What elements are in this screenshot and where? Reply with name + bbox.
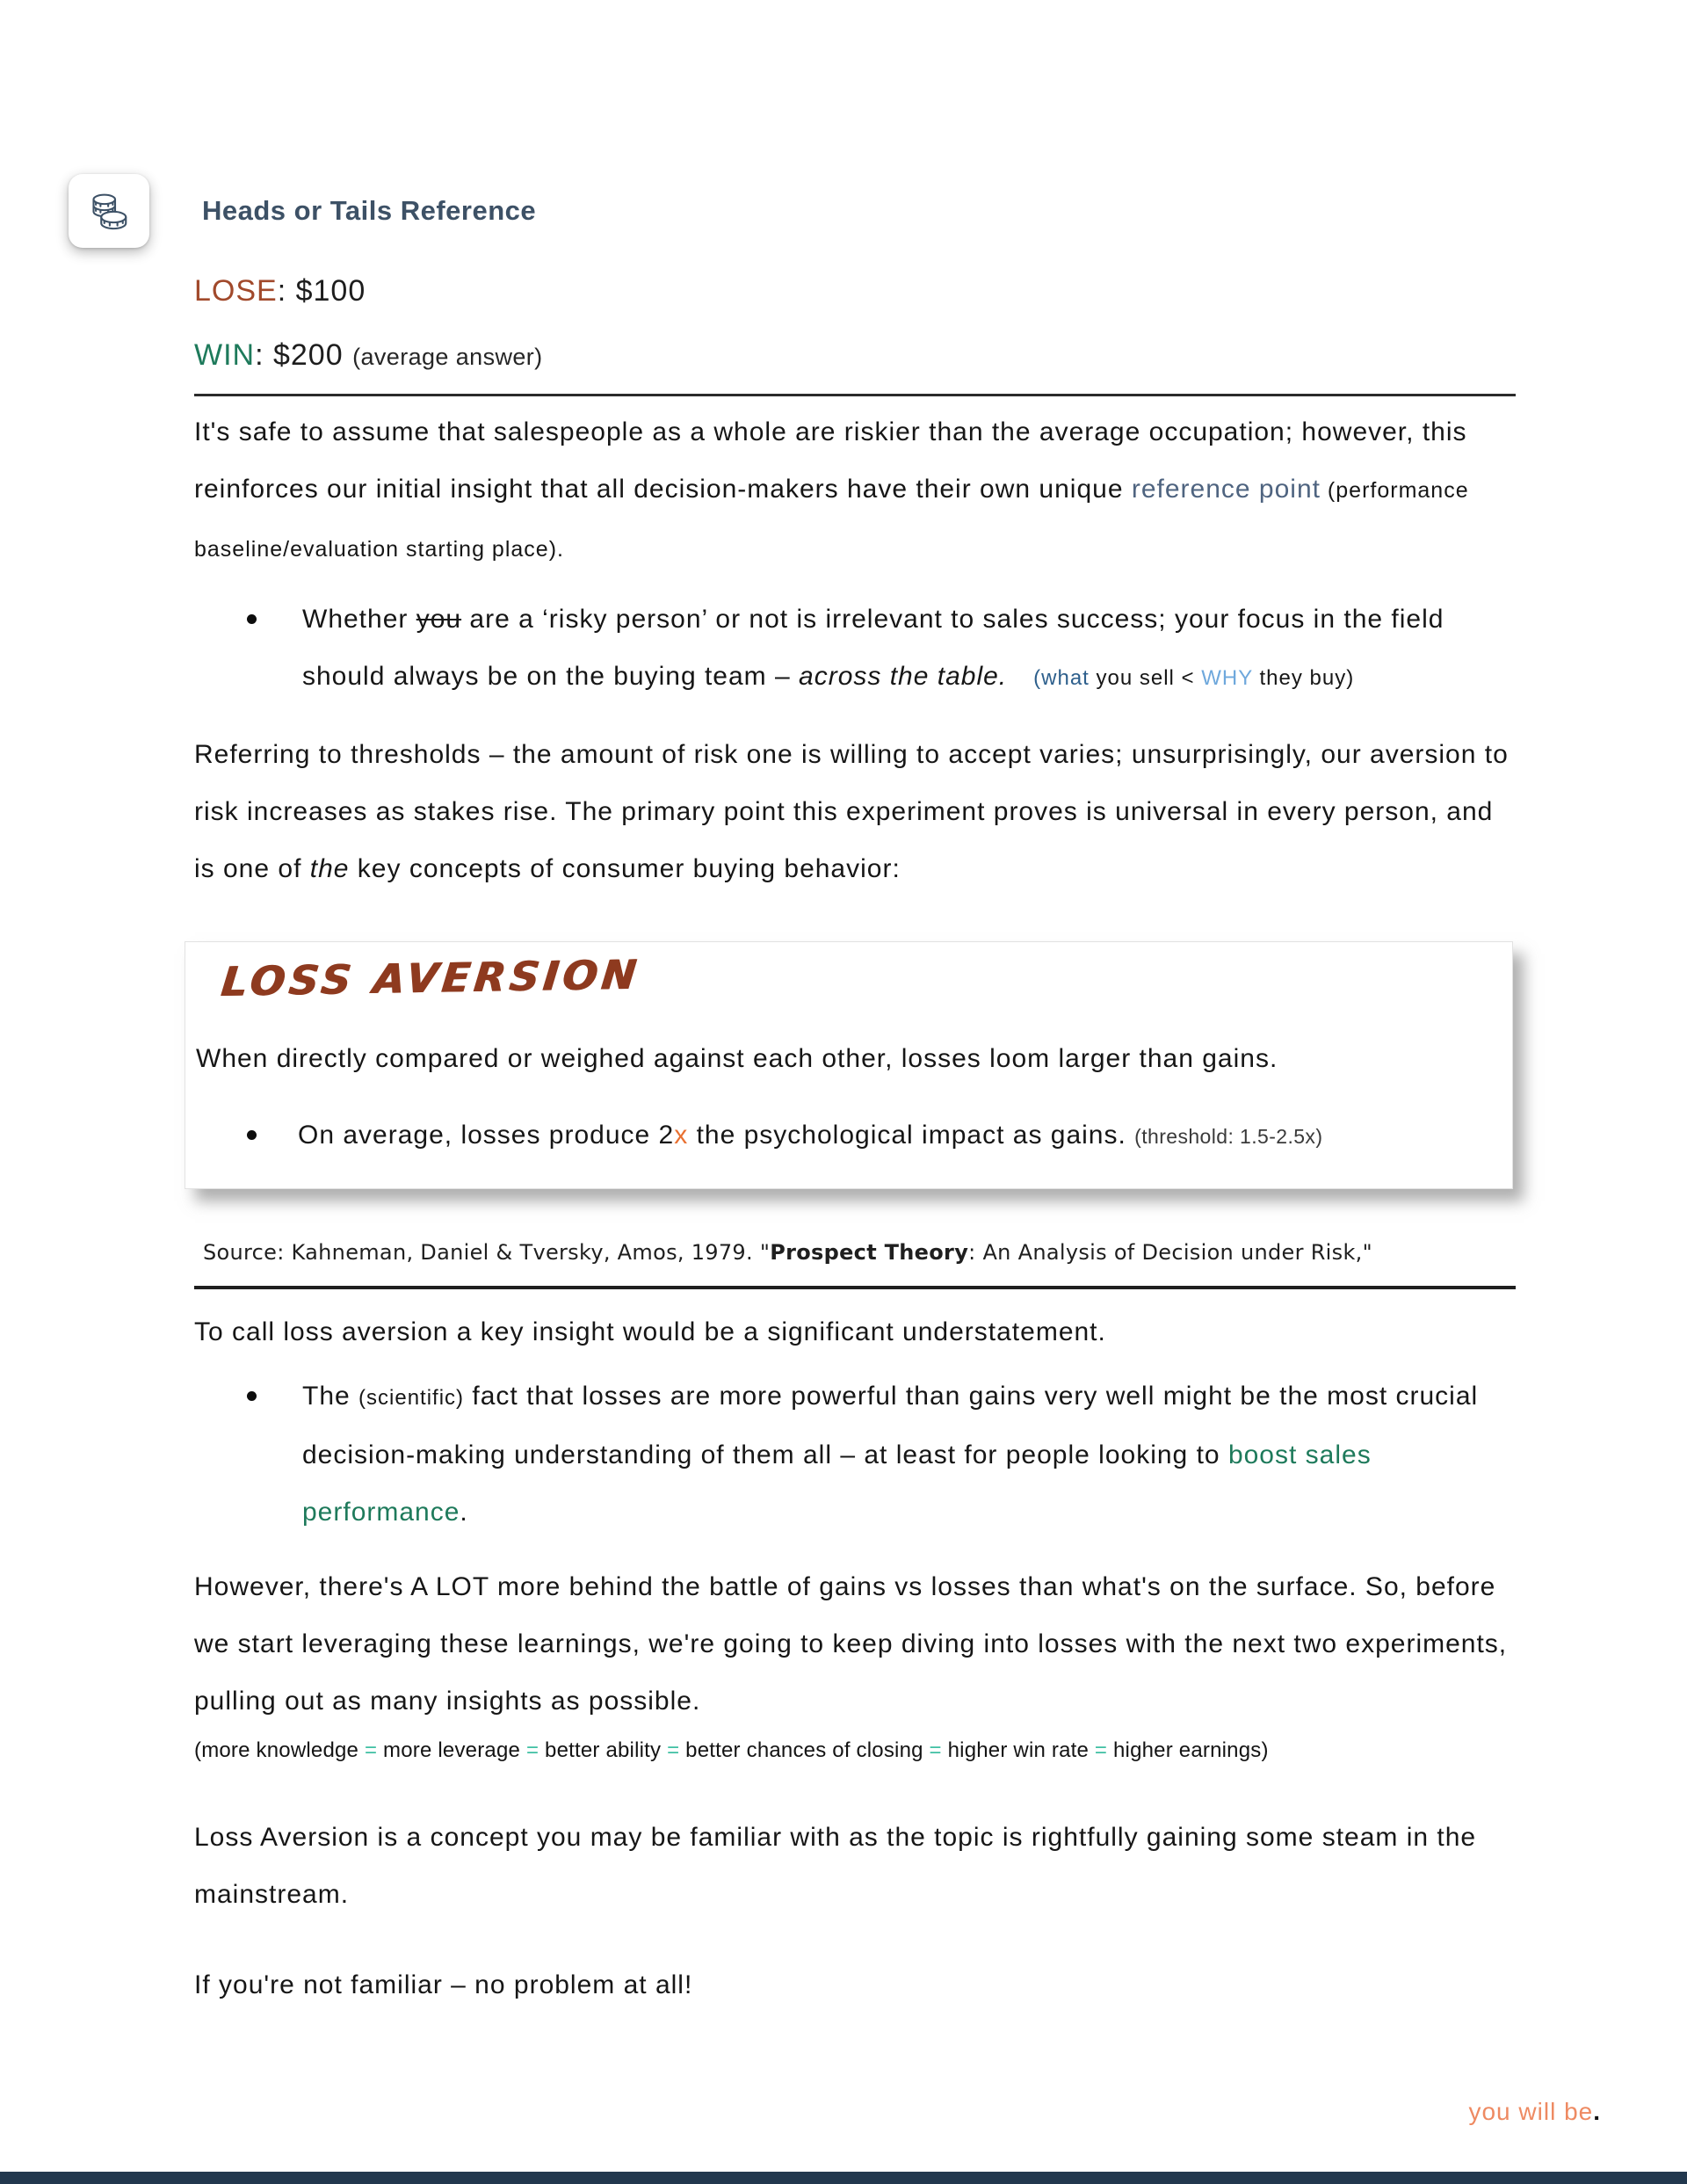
paragraph-mainstream: [194, 1809, 1516, 1923]
content-column: [194, 274, 1516, 2013]
understatement-heading: [194, 1303, 1516, 1360]
reference-point-note: (performance baseline/evaluation starting place).: [194, 478, 1469, 562]
equals-sign: =: [525, 1738, 539, 1762]
bullet-dot: [247, 1391, 257, 1401]
text-run: It's safe to assume that salespeople as a whole are riskier than the average occupation; however, this reinforces our initial insight that all decision-makers have their own unique: [194, 417, 1467, 504]
threshold-note: (threshold: 1.5-2.5x): [1134, 1125, 1323, 1148]
text-run: Referring to thresholds – the amount of risk one is willing to accept varies; unsurprisingly, our aversion to risk increases as stakes rise. The primary point this experiment proves is universal in every person, and is one of: [194, 740, 1509, 883]
text-run: : An Analysis of Decision under Risk,": [968, 1240, 1372, 1265]
win-note: (average answer): [352, 344, 543, 370]
boost-sales-performance-term: boost sales performance: [302, 1440, 1372, 1527]
reference-point-term: reference point: [1131, 475, 1321, 504]
bullet-risky-person: [194, 591, 1516, 707]
paragraph-no-problem: [194, 1956, 1516, 2013]
footer-bar: [0, 2172, 1687, 2184]
text-run: key concepts of consumer buying behavior:: [349, 854, 901, 883]
text-run: The: [302, 1382, 359, 1411]
lose-label: LOSE: [194, 274, 278, 308]
x-orange: x: [674, 1121, 689, 1150]
text-run: the psychological impact as gains.: [688, 1121, 1135, 1150]
equals-sign: =: [1094, 1738, 1108, 1762]
text-run: Source: Kahneman, Daniel & Tversky, Amos, 1979. ": [203, 1240, 771, 1265]
what-term: (what: [1033, 666, 1090, 690]
text-run: higher win rate: [941, 1738, 1095, 1762]
source-citation: [194, 1235, 1516, 1270]
card-statement: When directly compared or weighed against each other, losses loom larger than gains.: [196, 1044, 1278, 1073]
text-run: better chances of closing: [679, 1738, 930, 1762]
divider-middle: [194, 1286, 1516, 1289]
why-term: WHY: [1201, 666, 1253, 690]
scientific-note: (scientific): [358, 1386, 465, 1410]
coins-icon: [84, 186, 134, 236]
text-run: On average, losses produce 2: [298, 1121, 675, 1150]
paragraph-thresholds: [194, 726, 1516, 897]
text-run: To call loss aversion a key insight would be a significant understatement.: [194, 1317, 1106, 1346]
you-will-be-text: you will be: [1468, 2098, 1594, 2125]
text-run: Whether: [302, 605, 416, 634]
text-run: If you're not familiar – no problem at all!: [194, 1970, 693, 1999]
loss-aversion-heading: LOSS AVERSION: [219, 950, 642, 1005]
text-run: fact that losses are more powerful than gains very well might be the most crucial decision-making understanding of them all – at least for people looking to: [302, 1382, 1479, 1469]
win-reference-line: [194, 338, 1516, 373]
prospect-theory-bold: Prospect Theory: [770, 1240, 969, 1265]
knowledge-chain: [194, 1730, 1516, 1772]
text-run: However, there's A LOT more behind the battle of gains vs losses than what's on the surface. So, before we start leveraging these learnings, we're going to keep diving into losses with the next two experiments, pulling out as many insights as possible.: [194, 1572, 1508, 1716]
text-run: Loss Aversion is a concept you may be familiar with as the topic is rightfully gaining some steam in the mainstream.: [194, 1823, 1477, 1909]
loss-aversion-card: [185, 941, 1513, 1189]
divider-top: [194, 394, 1516, 396]
lose-reference-line: [194, 274, 1516, 308]
paragraph-however: [194, 1558, 1516, 1730]
text-run: .: [460, 1498, 468, 1527]
footer-tagline: [1468, 2098, 1601, 2126]
paragraph-reference-point: [194, 403, 1516, 578]
win-value: : $200: [255, 338, 353, 372]
coins-icon-card: [69, 174, 149, 248]
equals-sign: =: [929, 1738, 942, 1762]
text-run: (more knowledge: [194, 1738, 365, 1762]
across-the-table-italic: across the table.: [799, 662, 1008, 691]
tagline-period: .: [1593, 2098, 1601, 2125]
text-run: higher earnings): [1107, 1738, 1269, 1762]
text-run: more leverage: [377, 1738, 526, 1762]
text-run: are a ‘risky person’ or not is irrelevant to sales success; your focus in the field should always be on the buying team –: [302, 605, 1444, 691]
text-run: you sell <: [1089, 666, 1202, 690]
page-title: Heads or Tails Reference: [202, 195, 537, 226]
strikethrough-you: you: [416, 605, 462, 634]
text-run: they buy): [1252, 666, 1355, 690]
the-italic: the: [309, 854, 350, 883]
bullet-dot: [247, 1130, 257, 1140]
bullet-2x-impact: [196, 1107, 1486, 1165]
page-header: [69, 174, 536, 248]
equals-sign: =: [364, 1738, 378, 1762]
bullet-dot: [247, 614, 257, 624]
what-why-note: [1033, 666, 1354, 690]
lose-value: : $100: [277, 274, 366, 308]
win-label: WIN: [194, 338, 256, 372]
equals-sign: =: [667, 1738, 680, 1762]
text-run: better ability: [539, 1738, 668, 1762]
bullet-scientific-fact: [194, 1368, 1516, 1541]
